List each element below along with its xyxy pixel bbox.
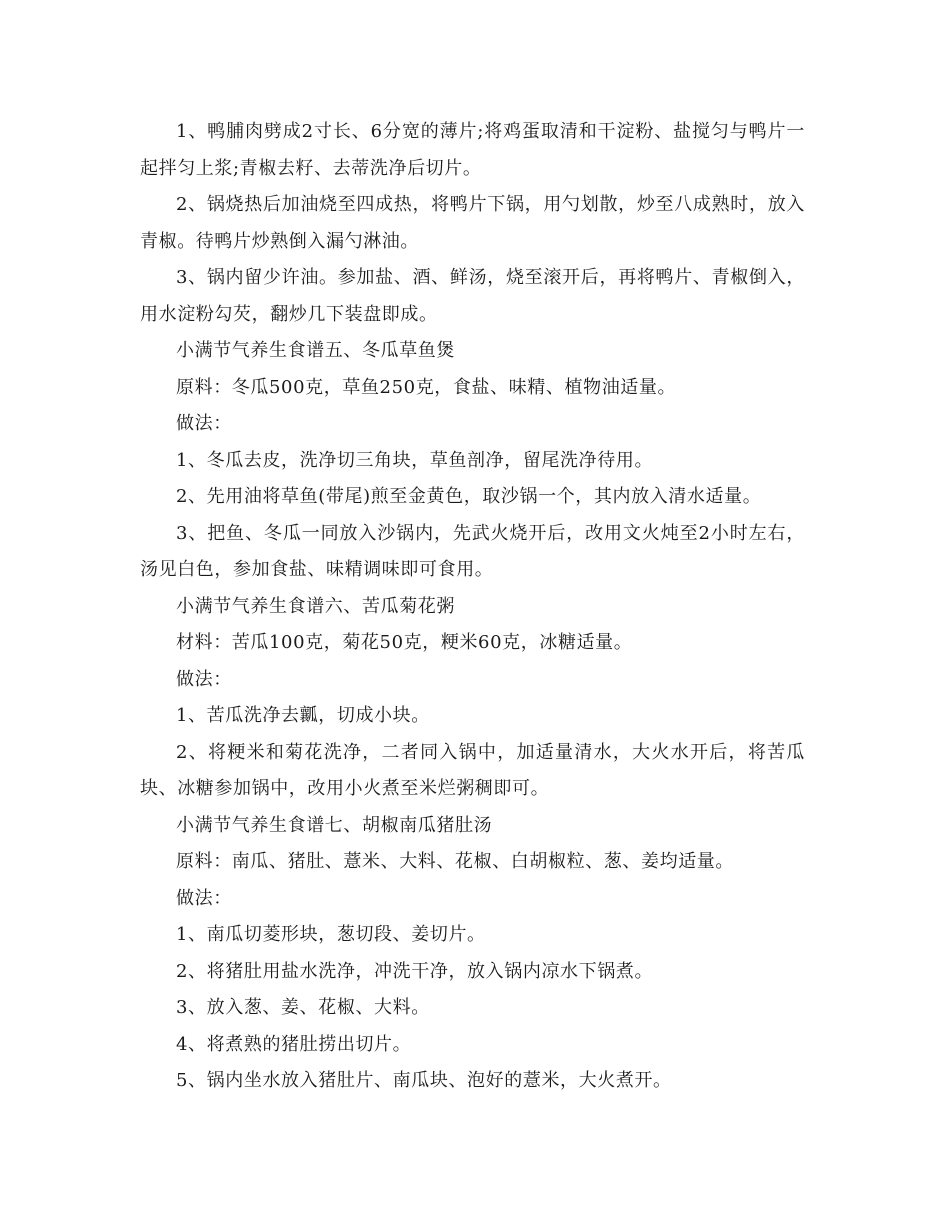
section-heading: 小满节气养生食谱五、冬瓜草鱼煲: [176, 340, 455, 361]
paragraph: 1、苦瓜洗净去瓤，切成小块。: [176, 705, 430, 726]
paragraph: 2、锅烧热后加油烧至四成热，将鸭片下锅，用勺划散，炒至八成熟时，放入青椒。待鸭片炒熟倒入漏勺淋油。: [140, 194, 805, 252]
paragraph: 1、冬瓜去皮，洗净切三角块，草鱼剖净，留尾洗净待用。: [176, 449, 654, 471]
paragraph: 2、将粳米和菊花洗净，二者同入锅中，加适量清水，大火水开后，将苦瓜块、冰糖参加锅中，改用小火煮至米烂粥稠即可。: [140, 741, 805, 799]
paragraph: 4、将煮熟的猪肚捞出切片。: [176, 1033, 412, 1055]
paragraph: 3、把鱼、冬瓜一同放入沙锅内，先武火烧开后，改用文火炖至2小时左右，汤见白色，参加食盐、味精调味即可食用。: [140, 522, 805, 580]
section-heading: 小满节气养生食谱六、苦瓜菊花粥: [176, 595, 455, 617]
paragraph: 2、将猪肚用盐水洗净，冲洗干净，放入锅内凉水下锅煮。: [176, 960, 654, 982]
paragraph: 1、鸭脯肉劈成2寸长、6分宽的薄片;将鸡蛋取清和干淀粉、盐搅匀与鸭片一起拌匀上浆;青椒去籽、去蒂洗净后切片。: [140, 121, 805, 179]
paragraph: 5、锅内坐水放入猪肚片、南瓜块、泡好的薏米，大火煮开。: [176, 1070, 672, 1091]
paragraph: 原料：南瓜、猪肚、薏米、大料、花椒、白胡椒粒、葱、姜均适量。: [176, 851, 734, 872]
paragraph: 3、锅内留少许油。参加盐、酒、鲜汤，烧至滚开后，再将鸭片、青椒倒入，用水淀粉勾芡，翻炒几下装盘即成。: [140, 267, 805, 325]
paragraph: 2、先用油将草鱼(带尾)煎至金黄色，取沙锅一个，其内放入清水适量。: [176, 486, 762, 507]
section-heading: 小满节气养生食谱七、胡椒南瓜猪肚汤: [176, 814, 493, 836]
paragraph: 做法：: [176, 413, 232, 434]
paragraph: 1、南瓜切菱形块，葱切段、姜切片。: [176, 924, 486, 945]
paragraph: 3、放入葱、姜、花椒、大料。: [176, 997, 430, 1018]
paragraph: 做法：: [176, 887, 232, 909]
paragraph: 做法：: [176, 668, 232, 690]
paragraph: 材料：苦瓜100克，菊花50克，粳米60克，冰糖适量。: [176, 632, 633, 653]
document-body: [140, 114, 805, 1100]
paragraph: 原料：冬瓜500克，草鱼250克，食盐、味精、植物油适量。: [176, 376, 677, 398]
